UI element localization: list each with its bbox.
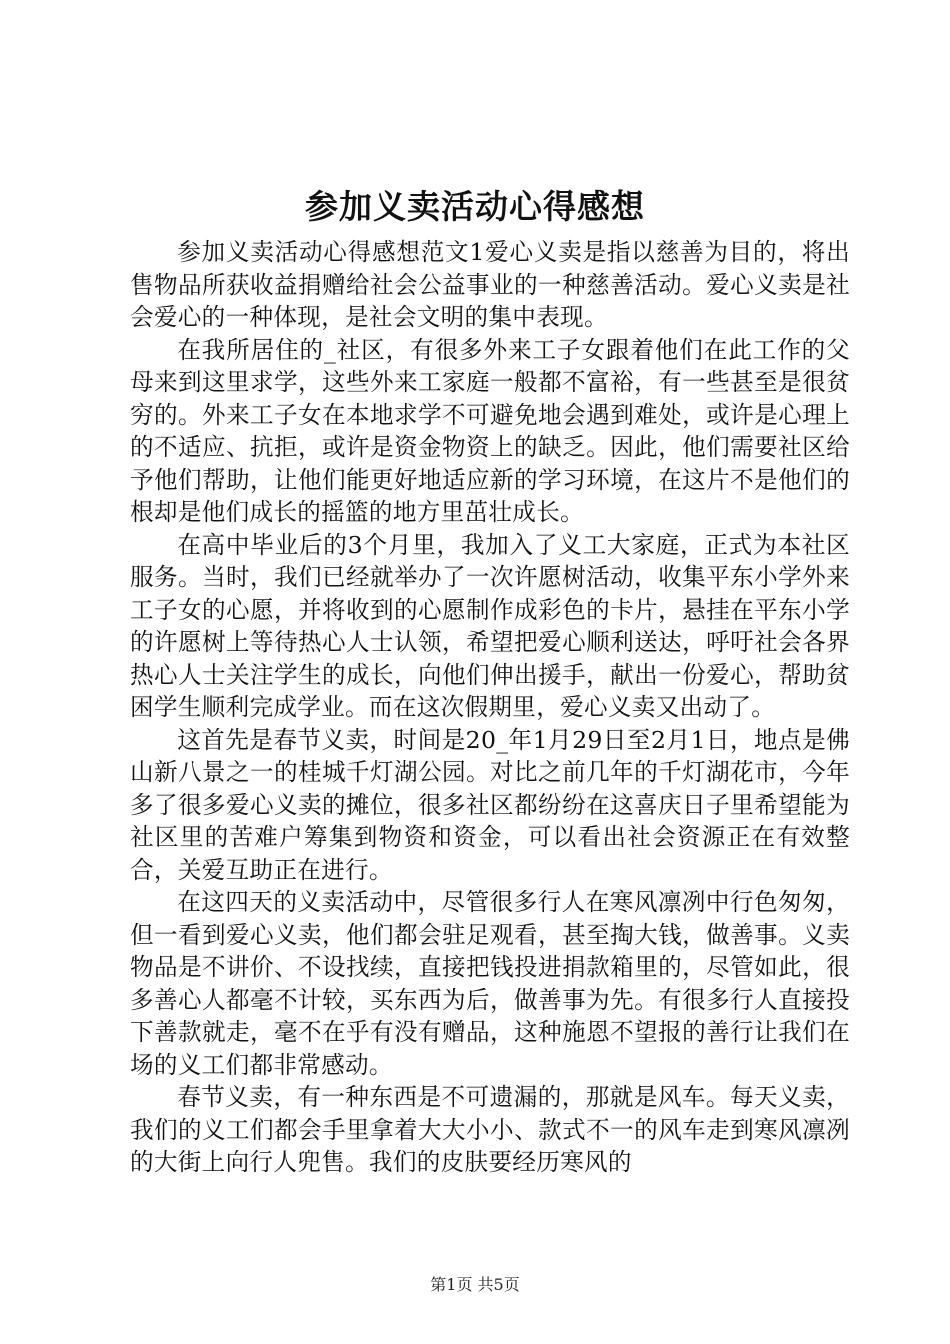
paragraph: 在这四天的义卖活动中，尽管很多行人在寒风凛冽中行色匆匆，但一看到爱心义卖，他们都会驻足观看，甚至掏大钱，做善事。义卖物品是不讲价、不设找续，直接把钱投进捐款箱里的，尽管如此，很多善心人都毫不计较，买东西为后，做善事为先。有很多行人直接投下善款就走，毫不在乎有没有赠品，这种施恩不望报的善行让我们在场的义工们都非常感动。 <box>130 888 850 1079</box>
paragraph: 这首先是春节义卖，时间是20_年1月29日至2月1日，地点是佛山新八景之一的桂城千灯湖公园。对比之前几年的千灯湖花市，今年多了很多爱心义卖的摊位，很多社区都纷纷在这喜庆日子里希望能为社区里的苦难户筹集到物资和资金，可以看出社会资源正在有效整合，关爱互助正在进行。 <box>130 725 850 884</box>
paragraph: 春节义卖，有一种东西是不可遗漏的，那就是风车。每天义卖，我们的义工们都会手里拿着大大小小、款式不一的风车走到寒风凛冽的大街上向行人兜售。我们的皮肤要经历寒风的 <box>130 1083 850 1176</box>
paragraph: 在高中毕业后的3个月里，我加入了义工大家庭，正式为本社区服务。当时，我们已经就举办了一次许愿树活动，收集平东小学外来工子女的心愿，并将收到的心愿制作成彩色的卡片，悬挂在平东小学的许愿树上等待热心人士认领，希望把爱心顺利送达，呼吁社会各界热心人士关注学生的成长，向他们伸出援手，献出一份爱心，帮助贫困学生顺利完成学业。而在这次假期里，爱心义卖又出动了。 <box>130 530 850 721</box>
paragraph: 在我所居住的_社区，有很多外来工子女跟着他们在此工作的父母来到这里求学，这些外来工家庭一般都不富裕，有一些甚至是很贫穷的。外来工子女在本地求学不可避免地会遇到难处，或许是心理上的不适应、抗拒，或许是资金物资上的缺乏。因此，他们需要社区给予他们帮助，让他们能更好地适应新的学习环境，在这片不是他们的根却是他们成长的摇篮的地方里茁壮成长。 <box>130 335 850 526</box>
document-title: 参加义卖活动心得感想 <box>305 187 645 226</box>
document-body <box>130 236 850 1179</box>
page-number-footer: 第1页 共5页 <box>430 1275 520 1294</box>
paragraph: 参加义卖活动心得感想范文1爱心义卖是指以慈善为目的，将出售物品所获收益捐赠给社会公益事业的一种慈善活动。爱心义卖是社会爱心的一种体现，是社会文明的集中表现。 <box>130 238 850 331</box>
